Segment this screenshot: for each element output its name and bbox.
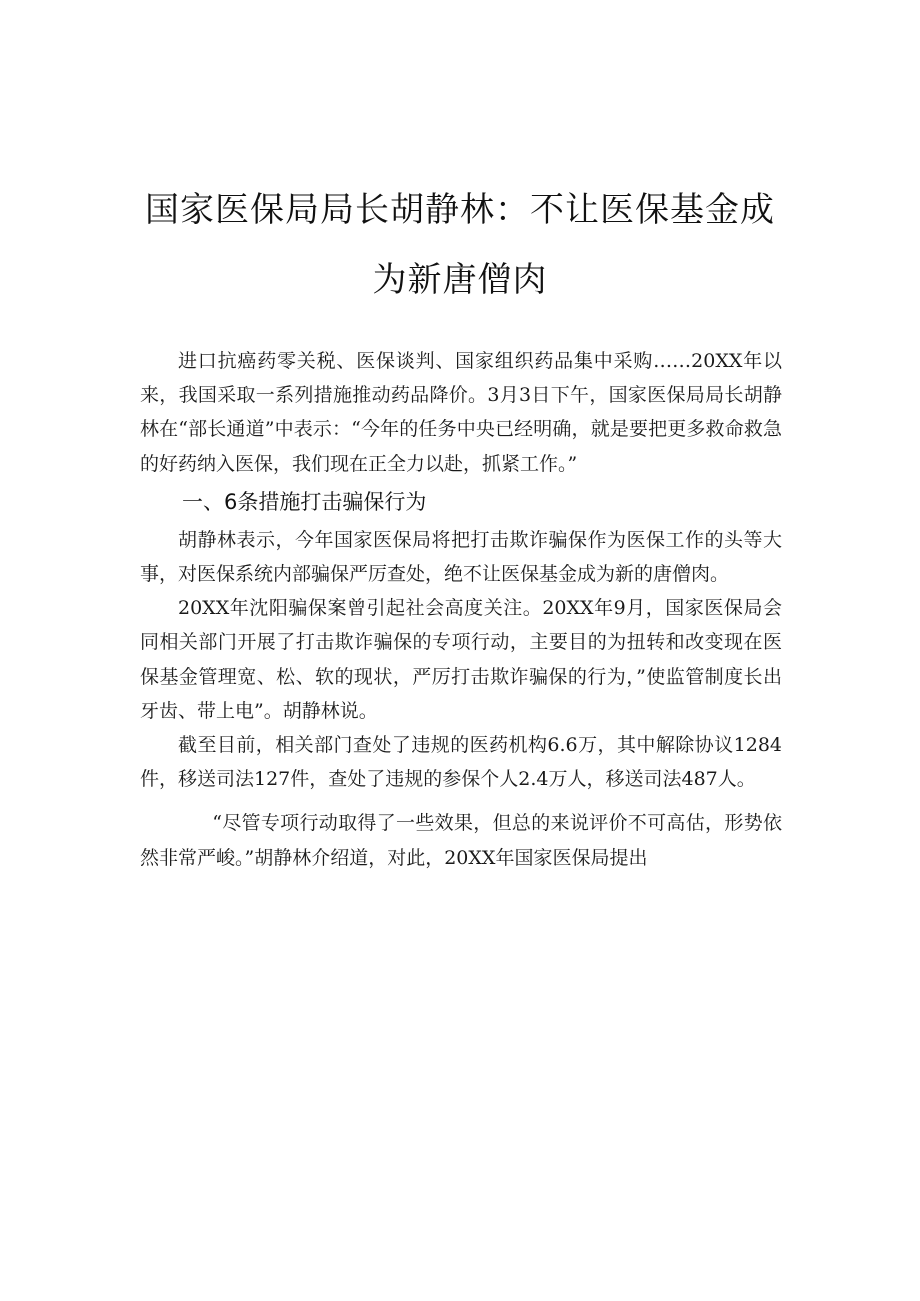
body-paragraph: 20XX年沈阳骗保案曾引起社会高度关注。20XX年9月，国家医保局会同相关部门开展了打击欺诈骗保的专项行动，主要目的为扭转和改变现在医保基金管理宽、松、软的现状，严厉打击欺诈骗保的行为，”使监管制度长出牙齿、带上电”。胡静林说。 (140, 597, 782, 722)
body-paragraph: “尽管专项行动取得了一些效果，但总的来说评价不可高估，形势依然非常严峻。”胡静林介绍道，对此，20XX年国家医保局提出 (140, 812, 782, 869)
document-body (140, 344, 782, 875)
document-title-line-1: 国家医保局局长胡静林：不让医保基金成 (145, 190, 775, 230)
document-title-line-2: 为新唐僧肉 (372, 260, 548, 300)
section-heading: 一、6条措施打击骗保行为 (182, 489, 427, 514)
body-paragraph: 截至目前，相关部门查处了违规的医药机构6.6万，其中解除协议1284件，移送司法127件，查处了违规的参保个人2.4万人，移送司法487人。 (140, 734, 782, 791)
intro-paragraph: 进口抗癌药零关税、医保谈判、国家组织药品集中采购……20XX年以来，我国采取一系列措施推动药品降价。3月3日下午，国家医保局局长胡静林在“部长通道”中表示：“今年的任务中央已经明确，就是要把更多救命救急的好药纳入医保，我们现在正全力以赴，抓紧工作。” (140, 350, 782, 475)
body-paragraph: 胡静林表示，今年国家医保局将把打击欺诈骗保作为医保工作的头等大事，对医保系统内部骗保严厉查处，绝不让医保基金成为新的唐僧肉。 (140, 528, 782, 586)
